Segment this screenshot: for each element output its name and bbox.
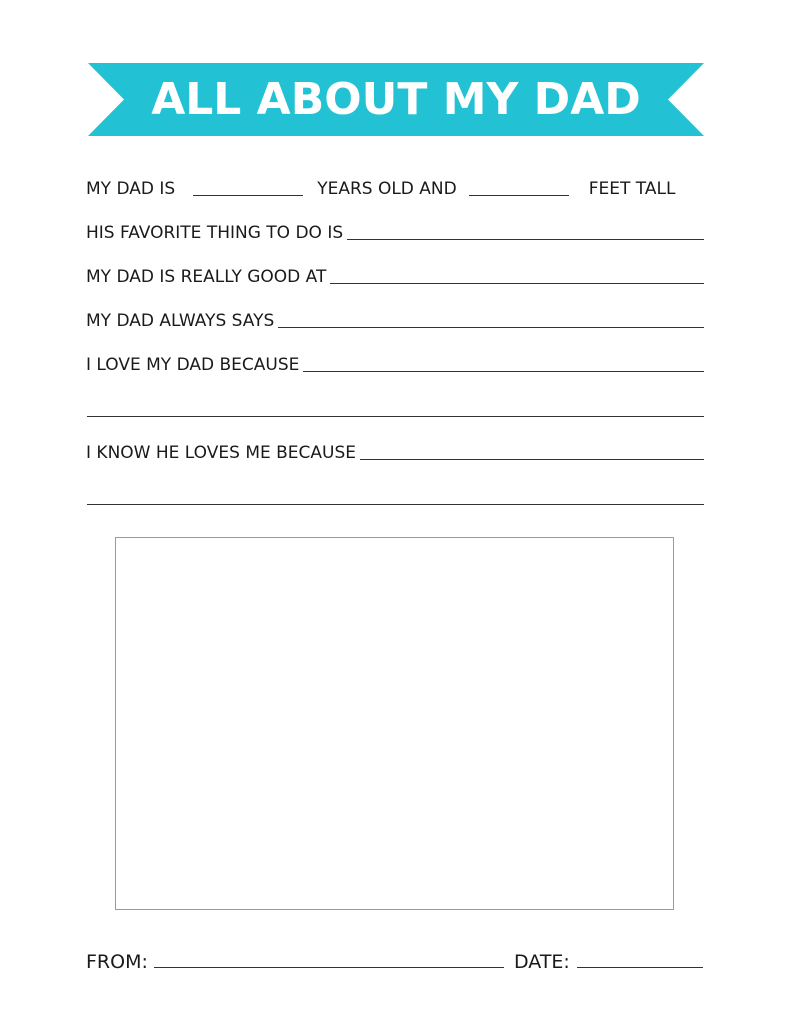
always-says-blank[interactable]	[278, 326, 704, 328]
height-blank[interactable]	[469, 194, 569, 196]
really-good-at-label: MY DAD IS REALLY GOOD AT	[86, 267, 327, 287]
favorite-thing-blank[interactable]	[347, 238, 704, 240]
really-good-at-blank[interactable]	[330, 282, 704, 284]
from-label: FROM:	[86, 951, 148, 973]
love-because-row	[86, 350, 704, 378]
love-because-blank[interactable]	[303, 370, 704, 372]
loves-me-because-blank[interactable]	[360, 458, 704, 460]
date-blank[interactable]	[577, 967, 703, 968]
age-blank[interactable]	[193, 194, 303, 196]
drawing-box[interactable]	[115, 537, 674, 910]
love-because-label: I LOVE MY DAD BECAUSE	[86, 355, 300, 375]
feet-tall-label: FEET TALL	[588, 179, 676, 199]
favorite-thing-label: HIS FAVORITE THING TO DO IS	[86, 223, 344, 243]
loves-me-because-label: I KNOW HE LOVES ME BECAUSE	[86, 443, 357, 463]
loves-me-because-continuation-line[interactable]	[87, 504, 704, 505]
always-says-label: MY DAD ALWAYS SAYS	[86, 311, 275, 331]
love-because-continuation-line[interactable]	[87, 416, 704, 417]
title-banner	[88, 63, 704, 136]
favorite-thing-row	[86, 218, 704, 246]
date-label: DATE:	[514, 951, 570, 973]
page-title: ALL ABOUT MY DAD	[151, 74, 641, 125]
years-old-label: YEARS OLD AND	[317, 179, 457, 199]
age-prefix-label: MY DAD IS	[86, 179, 176, 199]
age-height-row	[86, 174, 704, 202]
really-good-at-row	[86, 262, 704, 290]
loves-me-because-row	[86, 438, 704, 466]
always-says-row	[86, 306, 704, 334]
from-blank[interactable]	[154, 967, 504, 968]
